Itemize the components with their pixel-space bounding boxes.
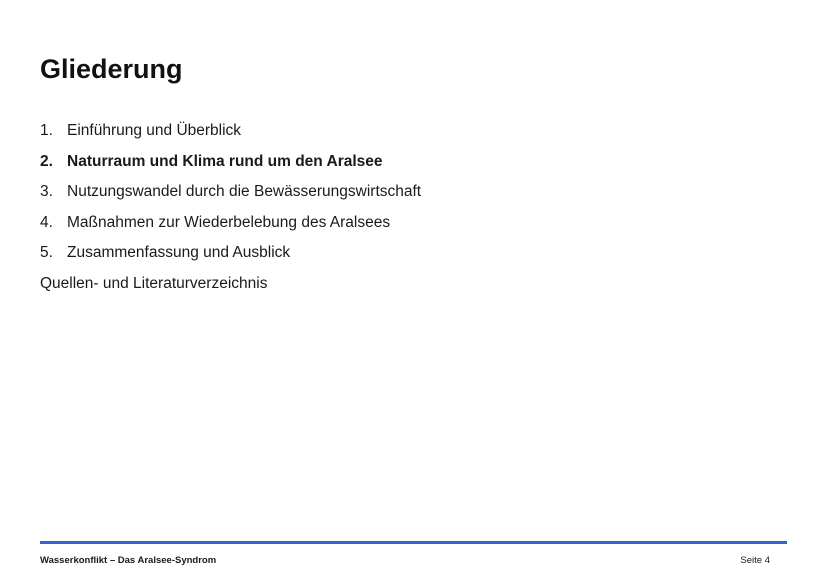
outline-item-5: [40, 238, 421, 269]
outline-item-number: 3.: [40, 183, 53, 201]
outline-item-number: 5.: [40, 244, 53, 262]
references-label: Quellen- und Literaturverzeichnis: [40, 274, 268, 292]
outline-list: [40, 116, 421, 300]
outline-item-number: 4.: [40, 213, 53, 231]
outline-item-number: 1.: [40, 122, 53, 139]
outline-item-references: [40, 269, 421, 300]
outline-item-label: Maßnahmen zur Wiederbelebung des Aralsees: [67, 213, 391, 231]
footer-page-number: Seite 4: [740, 555, 770, 566]
outline-item-number: 2.: [40, 152, 53, 170]
footer-divider: [40, 541, 787, 544]
outline-item-4: [40, 208, 421, 239]
outline-item-label: Einführung und Überblick: [67, 122, 242, 139]
outline-item-label: Zusammenfassung und Ausblick: [67, 244, 291, 262]
outline-item-label: Naturraum und Klima rund um den Aralsee: [67, 152, 383, 170]
slide-title: Gliederung: [40, 54, 183, 84]
outline-item-2-current: [40, 147, 421, 178]
outline-item-1: [40, 116, 421, 147]
footer-presentation-title: Wasserkonflikt – Das Aralsee-Syndrom: [40, 555, 217, 566]
outline-item-label: Nutzungswandel durch die Bewässerungswirtschaft: [67, 183, 422, 201]
outline-item-3: [40, 177, 421, 208]
